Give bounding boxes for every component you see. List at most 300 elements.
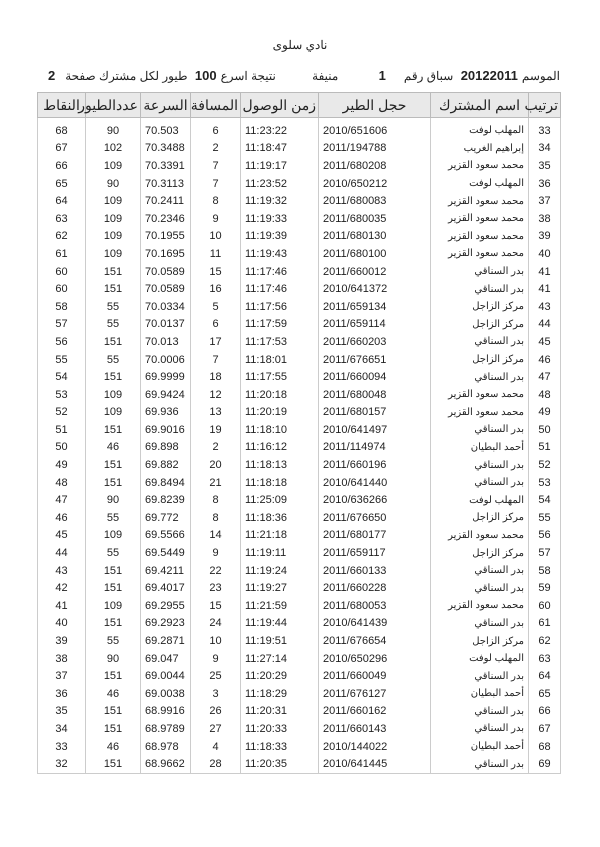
table-row <box>38 632 561 650</box>
arrival-time-cell: 11:18:13 <box>241 456 319 474</box>
arrival-time-cell: 11:17:59 <box>241 316 319 334</box>
rank-cell: 50 <box>529 421 561 439</box>
ring-cell: 2011/660094 <box>319 368 431 386</box>
ring-cell: 2011/660012 <box>319 263 431 281</box>
birds-count-cell: 102 <box>86 140 141 158</box>
table-row <box>38 738 561 756</box>
speed-cell: 69.2955 <box>141 597 191 615</box>
arrival-time-cell: 11:20:31 <box>241 703 319 721</box>
points-cell: 41 <box>38 597 86 615</box>
birds-count-cell: 151 <box>86 421 141 439</box>
ring-cell: 2011/680208 <box>319 157 431 175</box>
table-row <box>38 755 561 773</box>
points-cell: 48 <box>38 474 86 492</box>
points-cell: 47 <box>38 491 86 509</box>
arrival-time-cell: 11:19:24 <box>241 562 319 580</box>
member-name-cell: بدر السناقي <box>431 421 529 439</box>
distance-cell: 15 <box>191 597 241 615</box>
distance-cell: 7 <box>191 351 241 369</box>
points-cell: 62 <box>38 228 86 246</box>
arrival-time-cell: 11:20:19 <box>241 404 319 422</box>
ring-cell: 2011/194788 <box>319 140 431 158</box>
points-cell: 58 <box>38 298 86 316</box>
rank-cell: 63 <box>529 650 561 668</box>
distance-cell: 18 <box>191 368 241 386</box>
points-cell: 42 <box>38 579 86 597</box>
birds-count-cell: 151 <box>86 280 141 298</box>
speed-cell: 69.2871 <box>141 632 191 650</box>
member-name-cell: محمد سعود القزير <box>431 228 529 246</box>
birds-count-cell: 151 <box>86 263 141 281</box>
arrival-time-cell: 11:18:01 <box>241 351 319 369</box>
points-cell: 34 <box>38 720 86 738</box>
col-speed: السرعة <box>141 93 191 118</box>
member-name-cell: مركز الزاجل <box>431 509 529 527</box>
race-number: 1 <box>378 68 386 83</box>
points-cell: 55 <box>38 351 86 369</box>
points-cell: 52 <box>38 404 86 422</box>
rank-cell: 62 <box>529 632 561 650</box>
points-cell: 50 <box>38 439 86 457</box>
speed-cell: 69.5566 <box>141 527 191 545</box>
distance-cell: 8 <box>191 491 241 509</box>
points-cell: 54 <box>38 368 86 386</box>
member-name-cell: أحمد البطيان <box>431 738 529 756</box>
birds-per-member-label: طيور لكل مشترك <box>99 69 188 83</box>
arrival-time-cell: 11:19:27 <box>241 579 319 597</box>
ring-cell: 2011/660049 <box>319 667 431 685</box>
speed-cell: 69.0044 <box>141 667 191 685</box>
ring-cell: 2011/680130 <box>319 228 431 246</box>
arrival-time-cell: 11:23:52 <box>241 175 319 193</box>
birds-count-cell: 151 <box>86 368 141 386</box>
table-row <box>38 351 561 369</box>
speed-cell: 69.5449 <box>141 544 191 562</box>
ring-cell: 2011/680053 <box>319 597 431 615</box>
birds-count-cell: 151 <box>86 456 141 474</box>
speed-cell: 68.9916 <box>141 703 191 721</box>
table-row <box>38 685 561 703</box>
rank-cell: 61 <box>529 615 561 633</box>
speed-cell: 70.2411 <box>141 192 191 210</box>
table-row <box>38 245 561 263</box>
table-row <box>38 579 561 597</box>
table-row <box>38 703 561 721</box>
table-row <box>38 175 561 193</box>
birds-count-cell: 109 <box>86 527 141 545</box>
member-name-cell: أحمد البطيان <box>431 439 529 457</box>
speed-cell: 69.9016 <box>141 421 191 439</box>
speed-cell: 70.3113 <box>141 175 191 193</box>
birds-count-cell: 55 <box>86 544 141 562</box>
col-points: النقاط <box>38 93 86 118</box>
table-row <box>38 509 561 527</box>
ring-cell: 2011/676650 <box>319 509 431 527</box>
ring-cell: 2011/676651 <box>319 351 431 369</box>
birds-count-cell: 109 <box>86 404 141 422</box>
member-name-cell: بدر السناقي <box>431 368 529 386</box>
birds-count-cell: 151 <box>86 579 141 597</box>
result-label: نتيجة اسرع <box>220 69 276 83</box>
speed-cell: 70.1955 <box>141 228 191 246</box>
points-cell: 44 <box>38 544 86 562</box>
rank-cell: 37 <box>529 192 561 210</box>
ring-cell: 2011/676127 <box>319 685 431 703</box>
distance-cell: 6 <box>191 118 241 140</box>
table-row <box>38 456 561 474</box>
distance-cell: 27 <box>191 720 241 738</box>
member-name-cell: بدر السناقي <box>431 755 529 773</box>
rank-cell: 41 <box>529 263 561 281</box>
table-row <box>38 667 561 685</box>
speed-cell: 70.2346 <box>141 210 191 228</box>
results-table <box>37 92 561 774</box>
ring-cell: 2010/636266 <box>319 491 431 509</box>
distance-cell: 10 <box>191 228 241 246</box>
ring-cell: 2011/680177 <box>319 527 431 545</box>
speed-cell: 70.0006 <box>141 351 191 369</box>
birds-count-cell: 90 <box>86 118 141 140</box>
ring-cell: 2010/144022 <box>319 738 431 756</box>
distance-cell: 20 <box>191 456 241 474</box>
rank-cell: 34 <box>529 140 561 158</box>
rank-cell: 40 <box>529 245 561 263</box>
ring-cell: 2011/680100 <box>319 245 431 263</box>
rank-cell: 57 <box>529 544 561 562</box>
member-name-cell: بدر السناقي <box>431 667 529 685</box>
birds-count-cell: 46 <box>86 738 141 756</box>
birds-count-cell: 151 <box>86 720 141 738</box>
ring-cell: 2011/680048 <box>319 386 431 404</box>
rank-cell: 48 <box>529 386 561 404</box>
points-cell: 53 <box>38 386 86 404</box>
points-cell: 65 <box>38 175 86 193</box>
distance-cell: 9 <box>191 650 241 668</box>
member-name-cell: محمد سعود القزير <box>431 597 529 615</box>
table-row <box>38 386 561 404</box>
birds-count-cell: 109 <box>86 192 141 210</box>
rank-cell: 55 <box>529 509 561 527</box>
ring-cell: 2011/680083 <box>319 192 431 210</box>
points-cell: 40 <box>38 615 86 633</box>
distance-cell: 16 <box>191 280 241 298</box>
table-row <box>38 228 561 246</box>
distance-cell: 19 <box>191 421 241 439</box>
rank-cell: 54 <box>529 491 561 509</box>
speed-cell: 70.013 <box>141 333 191 351</box>
distance-cell: 2 <box>191 140 241 158</box>
member-name-cell: بدر السناقي <box>431 703 529 721</box>
ring-cell: 2011/660196 <box>319 456 431 474</box>
speed-cell: 70.3488 <box>141 140 191 158</box>
points-cell: 60 <box>38 280 86 298</box>
rank-cell: 51 <box>529 439 561 457</box>
arrival-time-cell: 11:17:55 <box>241 368 319 386</box>
rank-cell: 52 <box>529 456 561 474</box>
points-cell: 61 <box>38 245 86 263</box>
ring-cell: 2010/650212 <box>319 175 431 193</box>
arrival-time-cell: 11:17:46 <box>241 263 319 281</box>
speed-cell: 69.4017 <box>141 579 191 597</box>
speed-cell: 69.882 <box>141 456 191 474</box>
birds-count-cell: 151 <box>86 703 141 721</box>
points-cell: 45 <box>38 527 86 545</box>
member-name-cell: مركز الزاجل <box>431 351 529 369</box>
ring-cell: 2011/660162 <box>319 703 431 721</box>
ring-cell: 2010/641445 <box>319 755 431 773</box>
member-name-cell: محمد سعود القزير <box>431 192 529 210</box>
member-name-cell: مركز الزاجل <box>431 316 529 334</box>
rank-cell: 38 <box>529 210 561 228</box>
points-cell: 56 <box>38 333 86 351</box>
rank-cell: 43 <box>529 298 561 316</box>
arrival-time-cell: 11:17:56 <box>241 298 319 316</box>
arrival-time-cell: 11:20:35 <box>241 755 319 773</box>
race-info-row <box>44 68 560 83</box>
table-row <box>38 544 561 562</box>
arrival-time-cell: 11:20:18 <box>241 386 319 404</box>
speed-cell: 69.047 <box>141 650 191 668</box>
distance-cell: 9 <box>191 544 241 562</box>
ring-cell: 2011/660228 <box>319 579 431 597</box>
speed-cell: 69.9424 <box>141 386 191 404</box>
member-name-cell: بدر السناقي <box>431 280 529 298</box>
birds-per-member: 100 <box>194 68 217 83</box>
result-info <box>44 68 276 83</box>
birds-count-cell: 90 <box>86 650 141 668</box>
rank-cell: 47 <box>529 368 561 386</box>
distance-cell: 14 <box>191 527 241 545</box>
arrival-time-cell: 11:19:11 <box>241 544 319 562</box>
points-cell: 38 <box>38 650 86 668</box>
points-cell: 60 <box>38 263 86 281</box>
arrival-time-cell: 11:21:59 <box>241 597 319 615</box>
birds-count-cell: 151 <box>86 562 141 580</box>
rank-cell: 36 <box>529 175 561 193</box>
ring-cell: 2011/660143 <box>319 720 431 738</box>
distance-cell: 24 <box>191 615 241 633</box>
ring-cell: 2010/651606 <box>319 118 431 140</box>
ring-cell: 2011/660203 <box>319 333 431 351</box>
speed-cell: 69.4211 <box>141 562 191 580</box>
points-cell: 32 <box>38 755 86 773</box>
distance-cell: 9 <box>191 210 241 228</box>
birds-count-cell: 55 <box>86 632 141 650</box>
points-cell: 39 <box>38 632 86 650</box>
birds-count-cell: 55 <box>86 316 141 334</box>
ring-cell: 2011/659134 <box>319 298 431 316</box>
rank-cell: 44 <box>529 316 561 334</box>
table-row <box>38 720 561 738</box>
birds-count-cell: 46 <box>86 439 141 457</box>
rank-cell: 69 <box>529 755 561 773</box>
distance-cell: 4 <box>191 738 241 756</box>
distance-cell: 13 <box>191 404 241 422</box>
arrival-time-cell: 11:16:12 <box>241 439 319 457</box>
birds-count-cell: 55 <box>86 351 141 369</box>
rank-cell: 65 <box>529 685 561 703</box>
speed-cell: 69.8494 <box>141 474 191 492</box>
season-value: 20122011 <box>460 68 518 83</box>
club-name: نادي سلوى <box>272 38 328 52</box>
points-cell: 46 <box>38 509 86 527</box>
rank-cell: 67 <box>529 720 561 738</box>
birds-count-cell: 46 <box>86 685 141 703</box>
birds-count-cell: 109 <box>86 245 141 263</box>
col-ring: حجل الطير <box>319 93 431 118</box>
distance-cell: 22 <box>191 562 241 580</box>
member-name-cell: محمد سعود القزير <box>431 527 529 545</box>
distance-cell: 28 <box>191 755 241 773</box>
arrival-time-cell: 11:19:17 <box>241 157 319 175</box>
speed-cell: 69.2923 <box>141 615 191 633</box>
ring-cell: 2011/659117 <box>319 544 431 562</box>
speed-cell: 69.8239 <box>141 491 191 509</box>
table-row <box>38 527 561 545</box>
member-name-cell: المهلب لوفت <box>431 491 529 509</box>
rank-cell: 58 <box>529 562 561 580</box>
member-name-cell: بدر السناقي <box>431 615 529 633</box>
distance-cell: 10 <box>191 632 241 650</box>
ring-cell: 2010/650296 <box>319 650 431 668</box>
table-row <box>38 562 561 580</box>
rank-cell: 49 <box>529 404 561 422</box>
distance-cell: 7 <box>191 175 241 193</box>
points-cell: 57 <box>38 316 86 334</box>
member-name-cell: محمد سعود القزير <box>431 157 529 175</box>
arrival-time-cell: 11:18:29 <box>241 685 319 703</box>
table-row <box>38 280 561 298</box>
distance-cell: 15 <box>191 263 241 281</box>
table-header <box>38 93 561 118</box>
birds-count-cell: 55 <box>86 298 141 316</box>
distance-cell: 21 <box>191 474 241 492</box>
distance-cell: 3 <box>191 685 241 703</box>
member-name-cell: بدر السناقي <box>431 456 529 474</box>
speed-cell: 70.0334 <box>141 298 191 316</box>
ring-cell: 2011/660133 <box>319 562 431 580</box>
rank-cell: 60 <box>529 597 561 615</box>
arrival-time-cell: 11:17:46 <box>241 280 319 298</box>
member-name-cell: مركز الزاجل <box>431 298 529 316</box>
member-name-cell: محمد سعود القزير <box>431 386 529 404</box>
birds-count-cell: 109 <box>86 597 141 615</box>
distance-cell: 2 <box>191 439 241 457</box>
birds-count-cell: 109 <box>86 157 141 175</box>
arrival-time-cell: 11:23:22 <box>241 118 319 140</box>
points-cell: 35 <box>38 703 86 721</box>
speed-cell: 69.9999 <box>141 368 191 386</box>
col-distance: المسافة <box>191 93 241 118</box>
table-row <box>38 210 561 228</box>
table-row <box>38 650 561 668</box>
member-name-cell: إبراهيم الغريب <box>431 140 529 158</box>
points-cell: 68 <box>38 118 86 140</box>
table-row <box>38 615 561 633</box>
member-name-cell: بدر السناقي <box>431 720 529 738</box>
birds-count-cell: 151 <box>86 615 141 633</box>
distance-cell: 12 <box>191 386 241 404</box>
speed-cell: 70.3391 <box>141 157 191 175</box>
table-row <box>38 368 561 386</box>
col-member-name: اسم المشترك <box>431 93 529 118</box>
rank-cell: 59 <box>529 579 561 597</box>
table-row <box>38 333 561 351</box>
distance-cell: 7 <box>191 157 241 175</box>
arrival-time-cell: 11:18:33 <box>241 738 319 756</box>
rank-cell: 56 <box>529 527 561 545</box>
points-cell: 63 <box>38 210 86 228</box>
table-row <box>38 439 561 457</box>
rank-cell: 66 <box>529 703 561 721</box>
ring-cell: 2010/641440 <box>319 474 431 492</box>
arrival-time-cell: 11:20:33 <box>241 720 319 738</box>
member-name-cell: بدر السناقي <box>431 474 529 492</box>
distance-cell: 5 <box>191 298 241 316</box>
speed-cell: 68.9789 <box>141 720 191 738</box>
member-name-cell: محمد سعود القزير <box>431 404 529 422</box>
birds-count-cell: 90 <box>86 175 141 193</box>
table-row <box>38 474 561 492</box>
member-name-cell: محمد سعود القزير <box>431 245 529 263</box>
page-number: 2 <box>48 68 56 83</box>
rank-cell: 68 <box>529 738 561 756</box>
rank-cell: 39 <box>529 228 561 246</box>
arrival-time-cell: 11:18:10 <box>241 421 319 439</box>
rank-cell: 41 <box>529 280 561 298</box>
season-label: الموسم <box>521 69 560 83</box>
race-label: سباق رقم <box>403 69 454 83</box>
table-row <box>38 421 561 439</box>
col-arrival-time: زمن الوصول <box>241 93 319 118</box>
table-row <box>38 140 561 158</box>
race-location: منيفة <box>312 69 339 83</box>
points-cell: 66 <box>38 157 86 175</box>
speed-cell: 68.9662 <box>141 755 191 773</box>
season-race-info <box>375 68 560 83</box>
table-row <box>38 298 561 316</box>
points-cell: 49 <box>38 456 86 474</box>
birds-count-cell: 90 <box>86 491 141 509</box>
arrival-time-cell: 11:19:51 <box>241 632 319 650</box>
points-cell: 51 <box>38 421 86 439</box>
arrival-time-cell: 11:19:44 <box>241 615 319 633</box>
arrival-time-cell: 11:25:09 <box>241 491 319 509</box>
distance-cell: 8 <box>191 192 241 210</box>
birds-count-cell: 109 <box>86 210 141 228</box>
distance-cell: 23 <box>191 579 241 597</box>
member-name-cell: المهلب لوفت <box>431 118 529 140</box>
speed-cell: 68.978 <box>141 738 191 756</box>
member-name-cell: المهلب لوفت <box>431 175 529 193</box>
distance-cell: 8 <box>191 509 241 527</box>
points-cell: 36 <box>38 685 86 703</box>
table-row <box>38 316 561 334</box>
member-name-cell: بدر السناقي <box>431 263 529 281</box>
col-birds-count: عددالطيور <box>86 93 141 118</box>
points-cell: 64 <box>38 192 86 210</box>
table-row <box>38 118 561 140</box>
speed-cell: 70.0137 <box>141 316 191 334</box>
ring-cell: 2010/641372 <box>319 280 431 298</box>
birds-count-cell: 109 <box>86 386 141 404</box>
arrival-time-cell: 11:18:18 <box>241 474 319 492</box>
speed-cell: 70.1695 <box>141 245 191 263</box>
arrival-time-cell: 11:20:29 <box>241 667 319 685</box>
ring-cell: 2011/680157 <box>319 404 431 422</box>
arrival-time-cell: 11:21:18 <box>241 527 319 545</box>
arrival-time-cell: 11:19:43 <box>241 245 319 263</box>
